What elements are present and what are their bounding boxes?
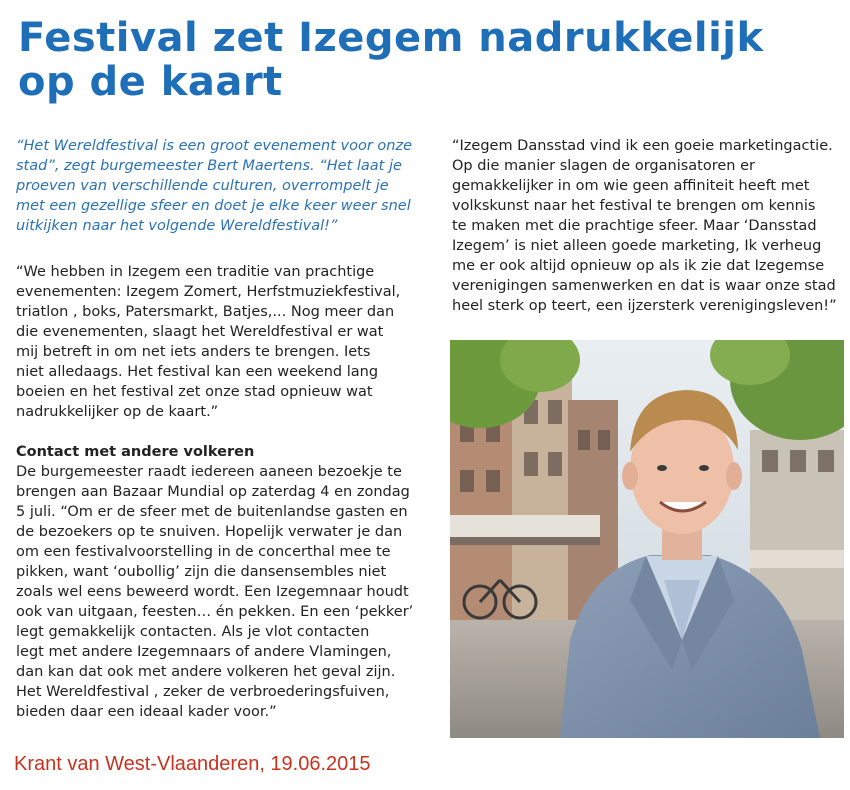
- text-line: te maken met die prachtige sfeer. Maar ‘Dansstad: [452, 218, 817, 234]
- text-line: heel sterk op teert, een ijzersterk verenigingsleven!”: [452, 298, 837, 314]
- text-line: Izegem’ is niet alleen goede marketing, Ik verheug: [452, 238, 822, 254]
- text-line: volkskunst naar het festival te brengen om kennis: [452, 198, 816, 214]
- intro-quote-line: stad”, zegt burgemeester Bert Maertens. “Het laat je: [16, 158, 402, 174]
- intro-quote-line: uitkijken naar het volgende Wereldfestival!”: [16, 218, 338, 234]
- intro-quote: [16, 136, 434, 236]
- text-line: nadrukkelijker op de kaart.”: [16, 404, 219, 420]
- text-line: zoals wel eens beweerd wordt. Een Izegemnaar houdt: [16, 584, 409, 600]
- text-line: bieden daar een ideaal kader voor.”: [16, 704, 277, 720]
- text-line: pikken, want ‘oubollig’ zijn die dansensembles niet: [16, 564, 387, 580]
- paragraph-1: [16, 262, 434, 422]
- text-line: die evenementen, slaagt het Wereldfestival er wat: [16, 324, 384, 340]
- text-line: “We hebben in Izegem een traditie van prachtige: [16, 264, 375, 280]
- headline-line-2: op de kaart: [18, 59, 283, 105]
- intro-quote-line: “Het Wereldfestival is een groot evenement voor onze: [16, 138, 412, 154]
- mayor-photo: [450, 340, 844, 738]
- headline-line-1: Festival zet Izegem nadrukkelijk: [18, 15, 764, 61]
- text-line: mij betreft in om net iets anders te brengen. Iets: [16, 344, 371, 360]
- text-line: dan kan dat ook met andere volkeren het geval zijn.: [16, 664, 396, 680]
- text-line: brengen aan Bazaar Mundial op zaterdag 4 en zondag: [16, 484, 410, 500]
- right-column: [452, 136, 844, 316]
- text-line: niet alledaags. Het festival kan een weekend lang: [16, 364, 379, 380]
- text-line: om een festivalvoorstelling in de concerthal mee te: [16, 544, 391, 560]
- text-line: legt met andere Izegemnaars of andere Vlamingen,: [16, 644, 392, 660]
- intro-quote-line: proeven van verschillende culturen, overrompelt je: [16, 178, 389, 194]
- text-line: gemakkelijker in om wie geen affiniteit heeft met: [452, 178, 810, 194]
- text-line: de bezoekers op te snuiven. Hopelijk verwater je dan: [16, 524, 403, 540]
- text-line: boeien en het festival zet onze stad opnieuw wat: [16, 384, 373, 400]
- text-line: De burgemeester raadt iedereen aaneen bezoekje te: [16, 464, 402, 480]
- headline: [18, 16, 838, 104]
- text-line: evenementen: Izegem Zomert, Herfstmuziekfestival,: [16, 284, 401, 300]
- source-credit: Krant van West-Vlaanderen, 19.06.2015: [14, 753, 371, 775]
- text-line: Op die manier slagen de organisatoren er: [452, 158, 755, 174]
- text-line: me er ook altijd opnieuw op als ik zie dat Izegemse: [452, 258, 825, 274]
- paragraph-2: [16, 462, 434, 722]
- paragraph-3: [452, 136, 844, 316]
- text-line: ook van uitgaan, feesten… én pekken. En een ‘pekker’: [16, 604, 414, 620]
- subheading: Contact met andere volkeren: [16, 444, 255, 460]
- left-column: [16, 136, 434, 722]
- text-line: Het Wereldfestival , zeker de verbroederingsfuiven,: [16, 684, 390, 700]
- text-line: verenigingen samenwerken en dat is waar onze stad: [452, 278, 836, 294]
- text-line: legt gemakkelijk contacten. Als je vlot contacten: [16, 624, 370, 640]
- text-line: triatlon , boks, Patersmarkt, Batjes,... Nog meer dan: [16, 304, 395, 320]
- intro-quote-line: met een gezellige sfeer en doet je elke keer weer snel: [16, 198, 411, 214]
- text-line: 5 juli. “Om er de sfeer met de buitenlandse gasten en: [16, 504, 408, 520]
- text-line: “Izegem Dansstad vind ik een goeie marketingactie.: [452, 138, 833, 154]
